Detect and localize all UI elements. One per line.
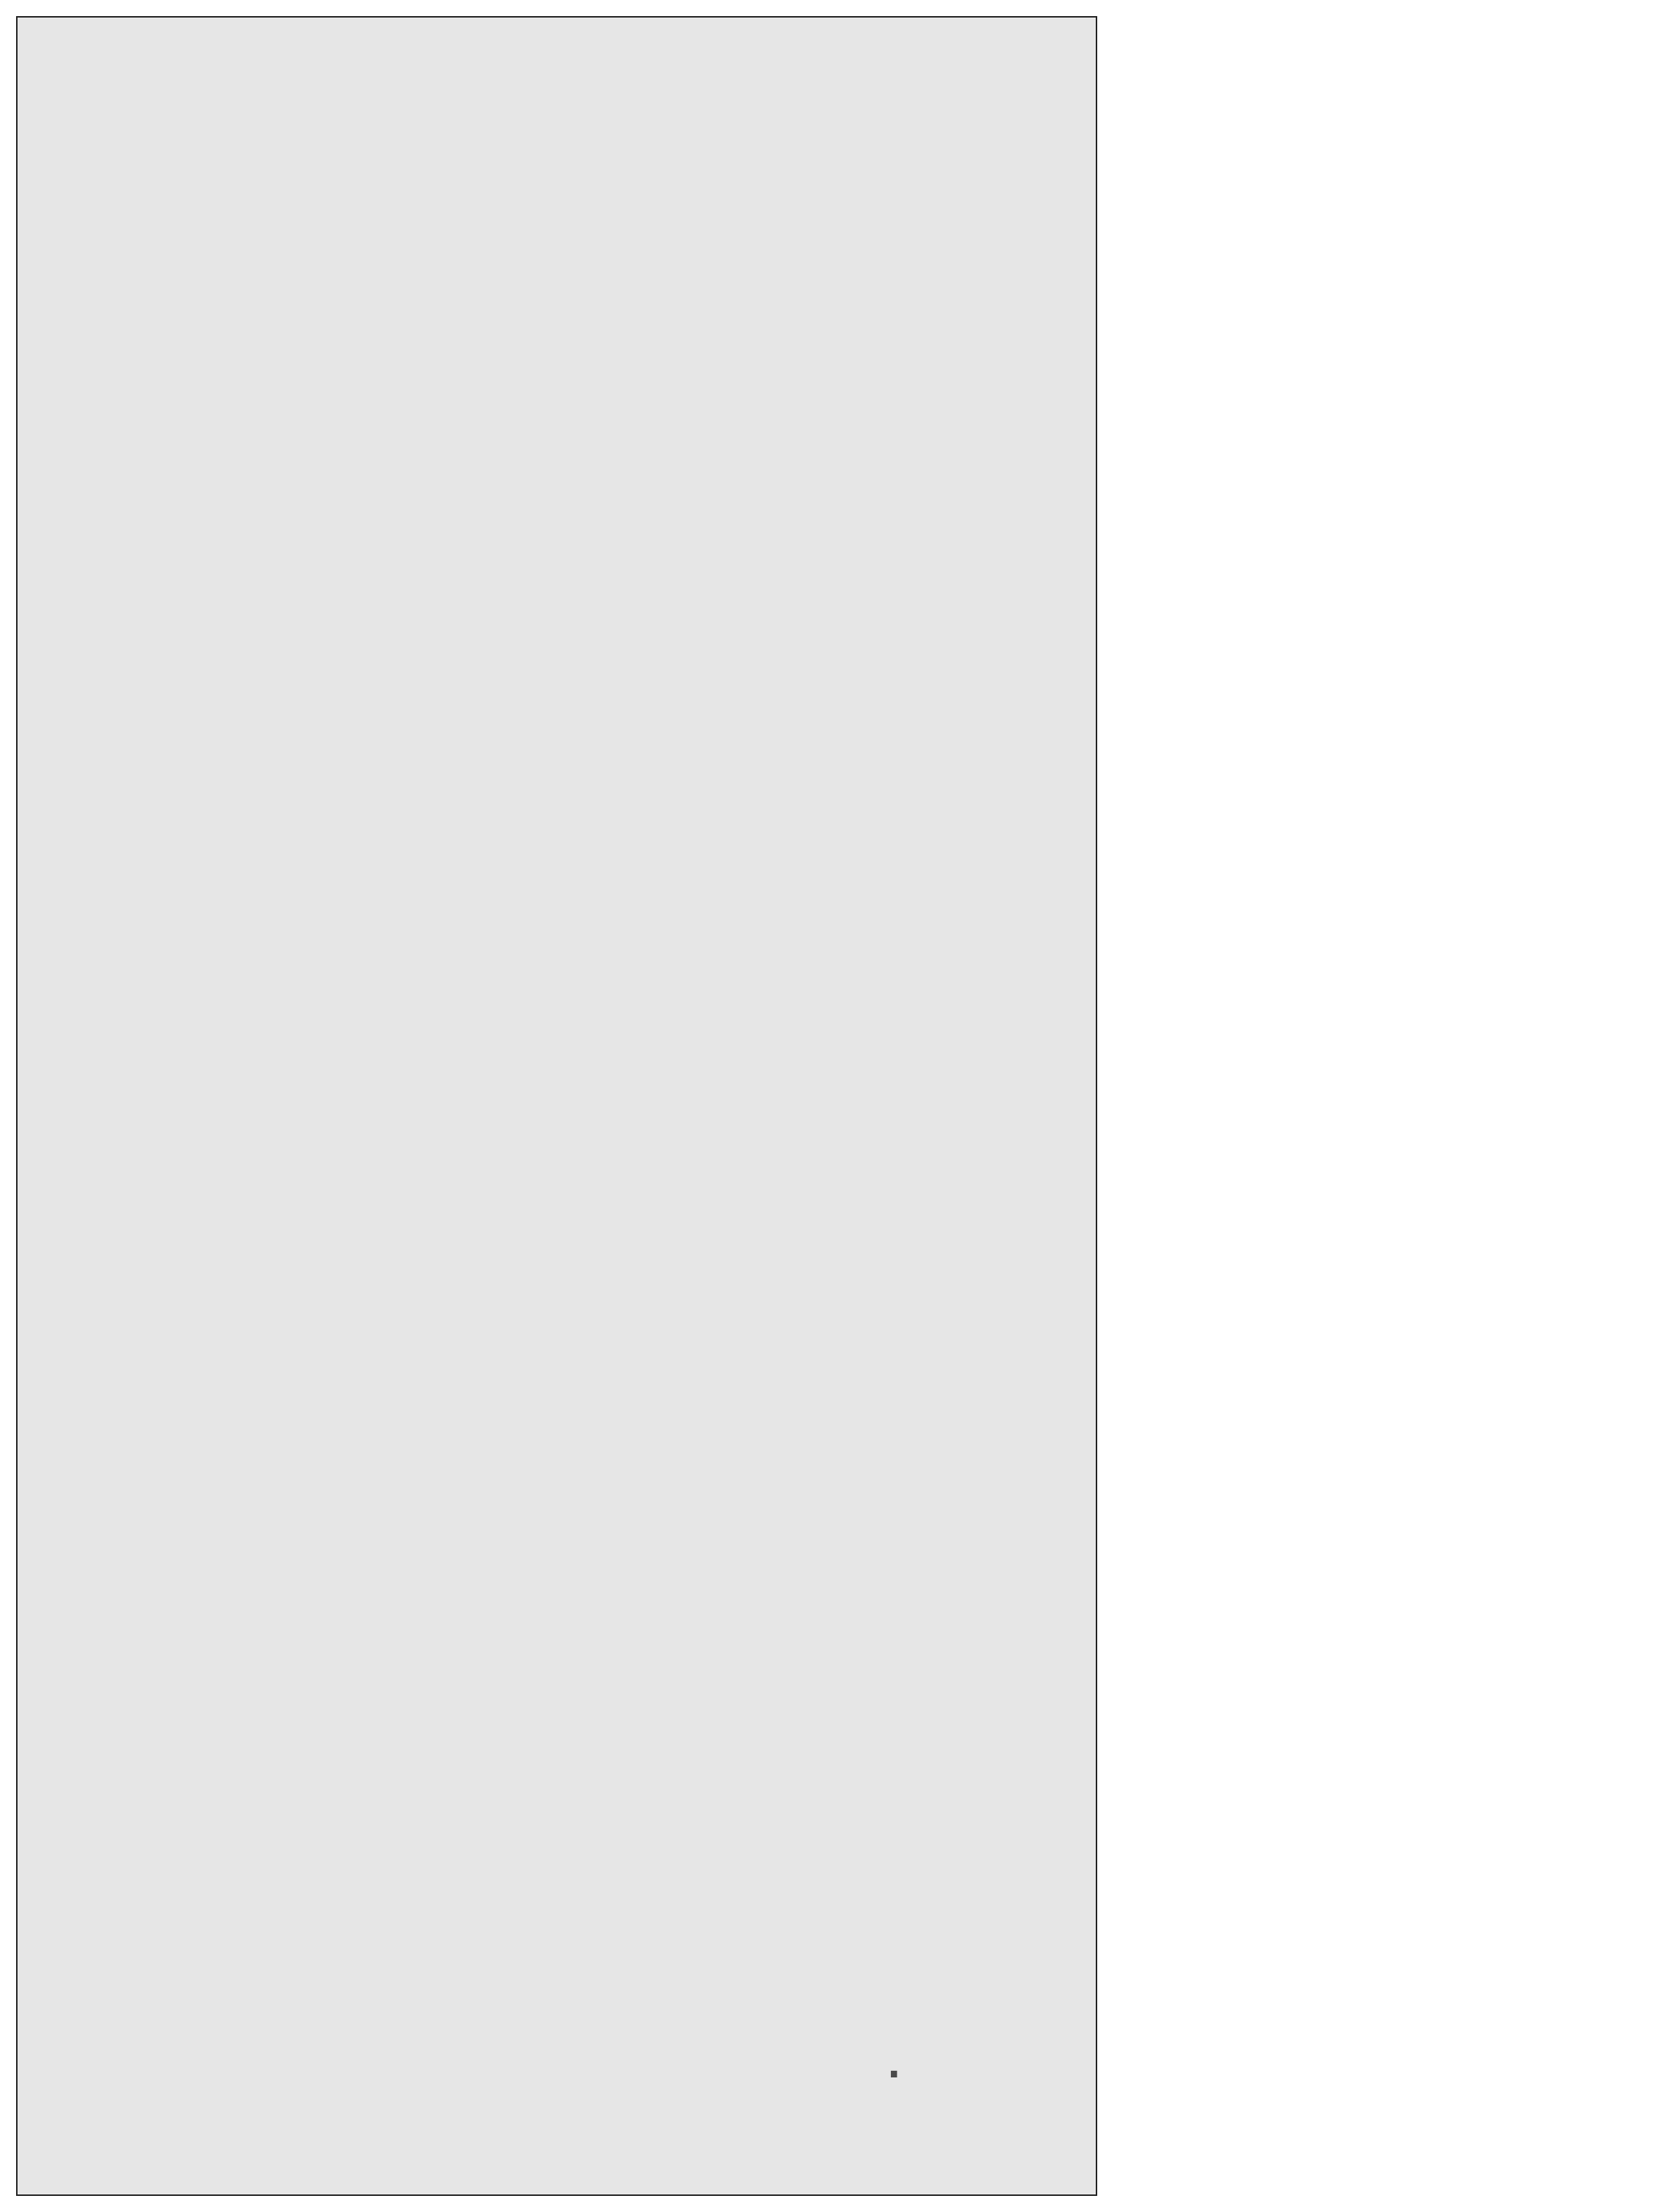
instructions-sidebar (1112, 0, 1659, 2212)
wiring-diagram-sheet (16, 16, 1097, 2196)
esylux-logo: · (887, 2054, 906, 2095)
